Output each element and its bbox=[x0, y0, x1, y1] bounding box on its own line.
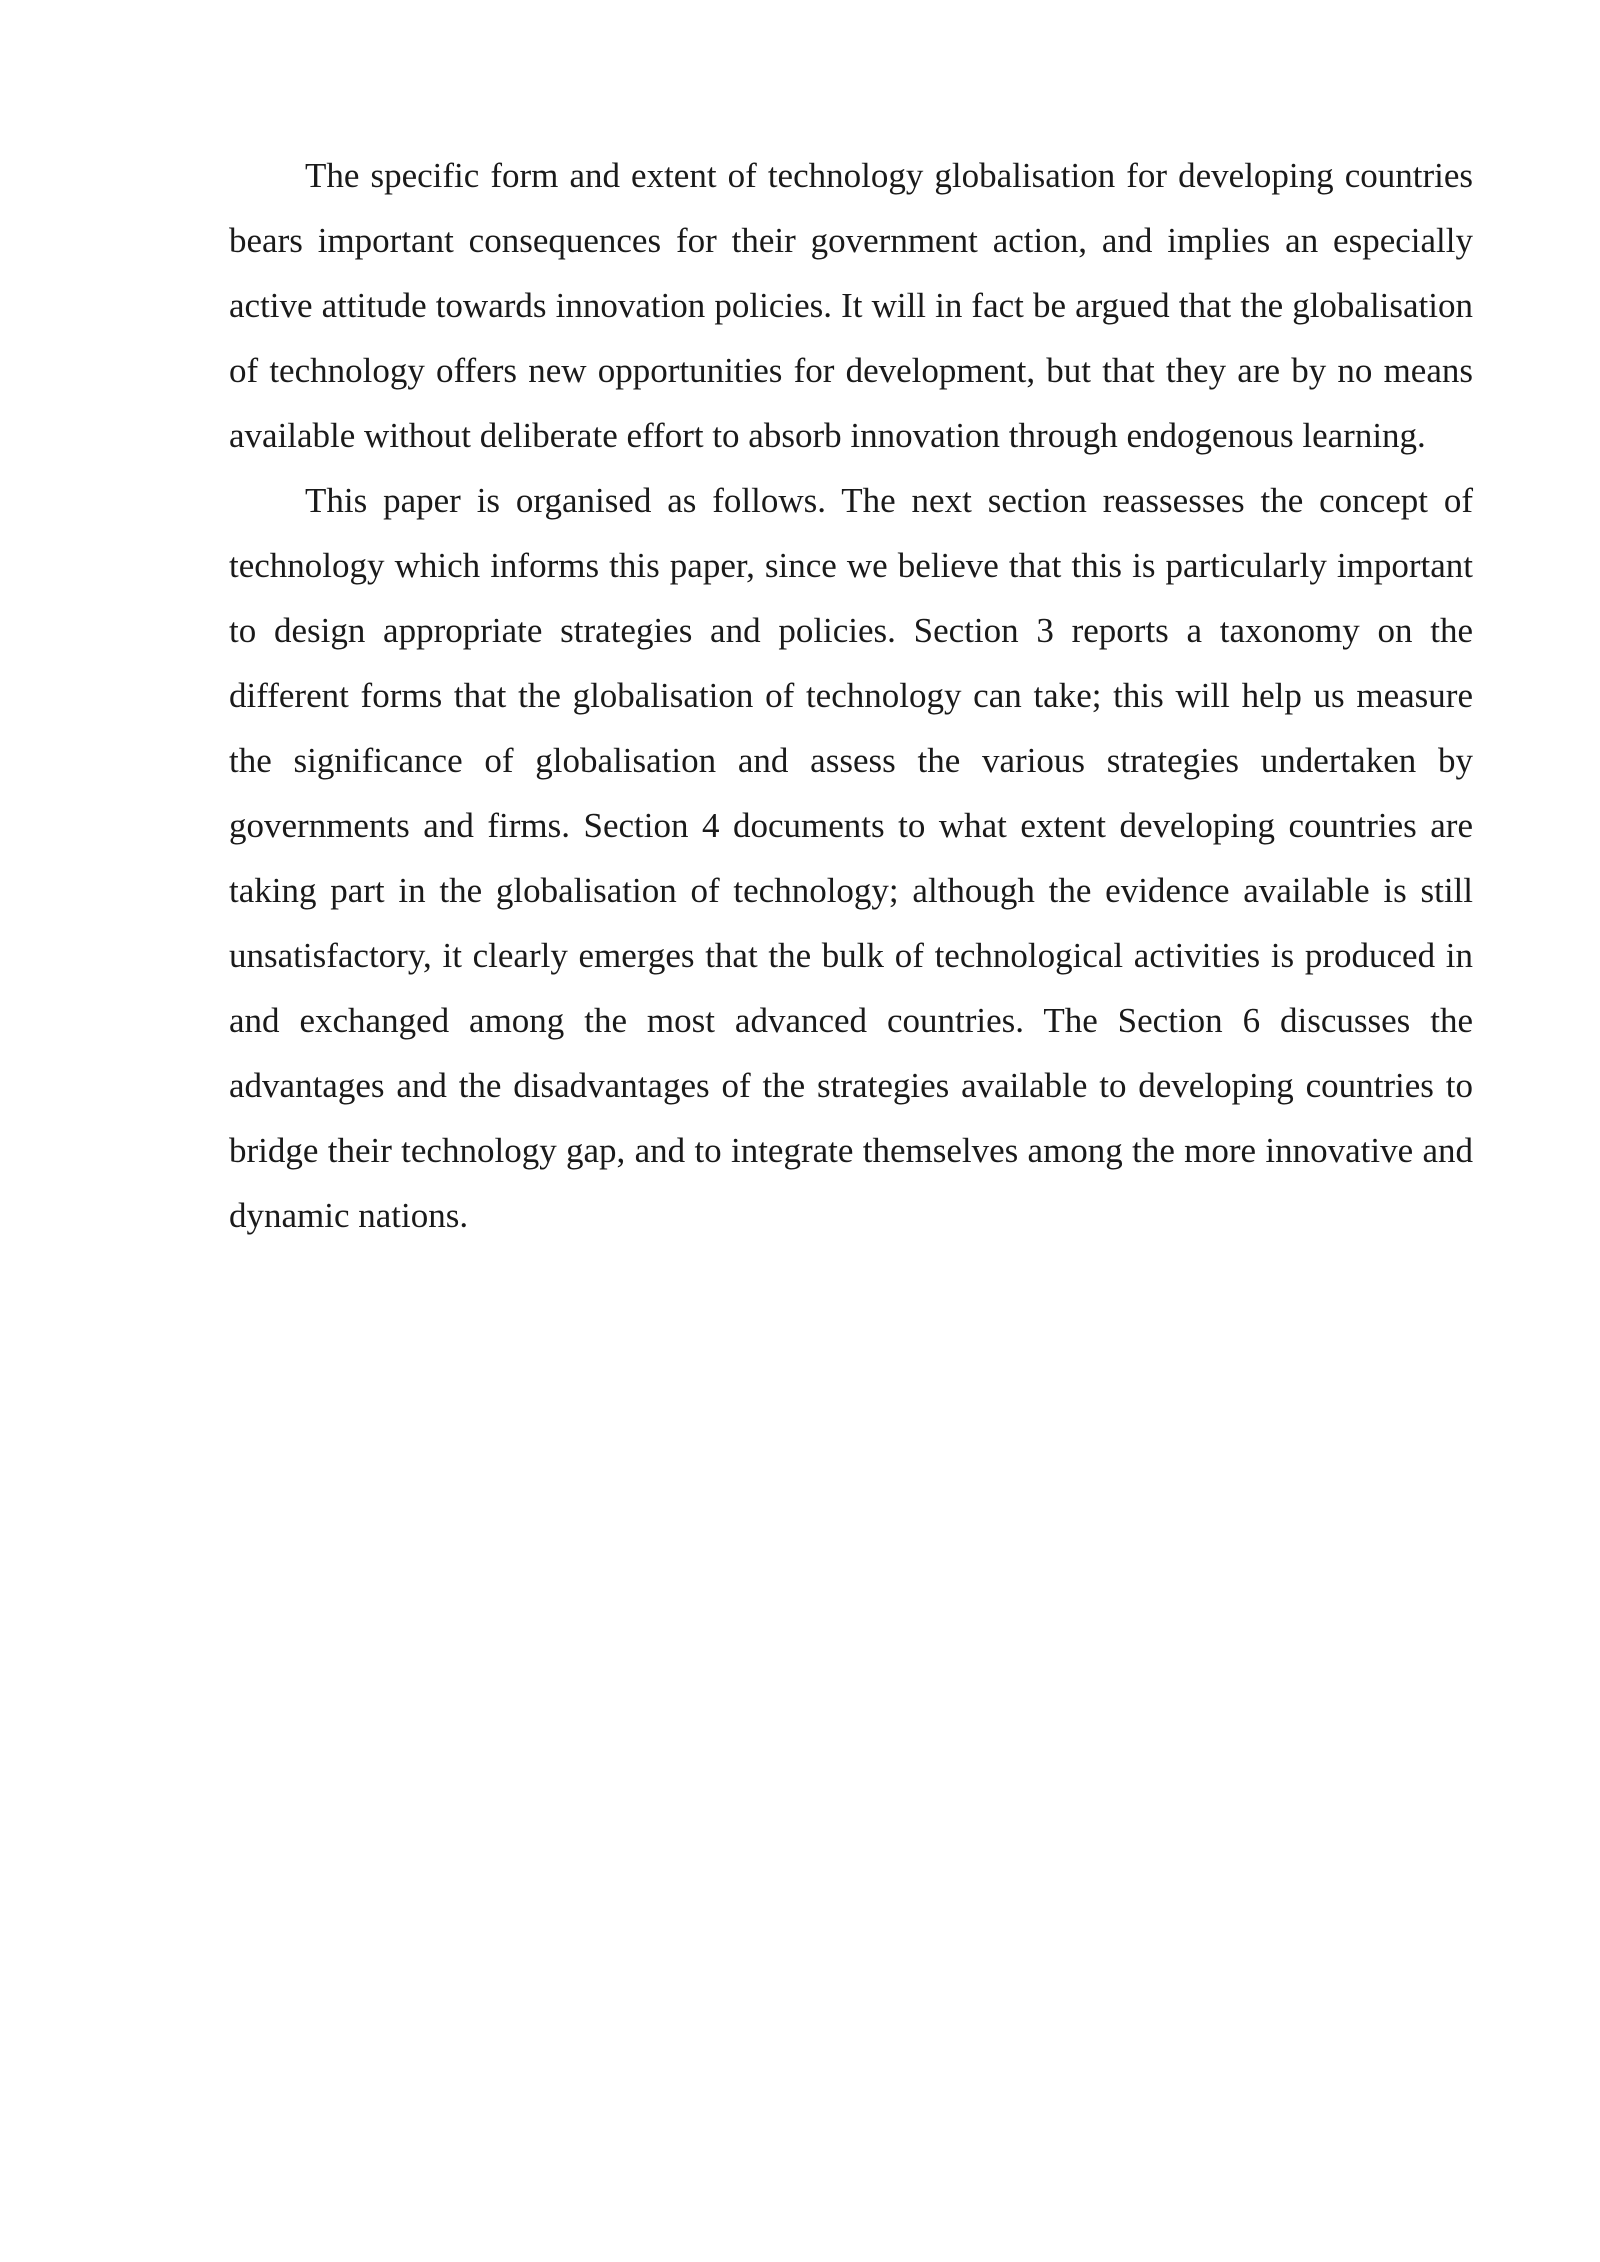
paragraph-paper-organisation: This paper is organised as follows. The next section reassesses the concept of technology which informs this paper, since we believe that this is particularly important to design appropriate strategies and policies. Section 3 reports a taxonomy on the different forms that the globalisation of technology can take; this will help us measure the significance of globalisation and assess the various strategies undertaken by governments and firms. Section 4 documents to what extent developing countries are taking part in the globalisation of technology; although the evidence available is still unsatisfactory, it clearly emerges that the bulk of technological activities is produced in and exchanged among the most advanced countries. The Section 6 discusses the advantages and the disadvantages of the strategies available to developing countries to bridge their technology gap, and to integrate themselves among the more innovative and dynamic nations. bbox=[229, 481, 1473, 1235]
paragraph-technology-globalisation: The specific form and extent of technology globalisation for developing countries bears important consequences for their government action, and implies an especially active attitude towards innovation policies. It will in fact be argued that the globalisation of technology offers new opportunities for development, but that they are by no means available without deliberate effort to absorb innovation through endogenous learning. bbox=[229, 156, 1473, 455]
body-text bbox=[229, 143, 1473, 1248]
